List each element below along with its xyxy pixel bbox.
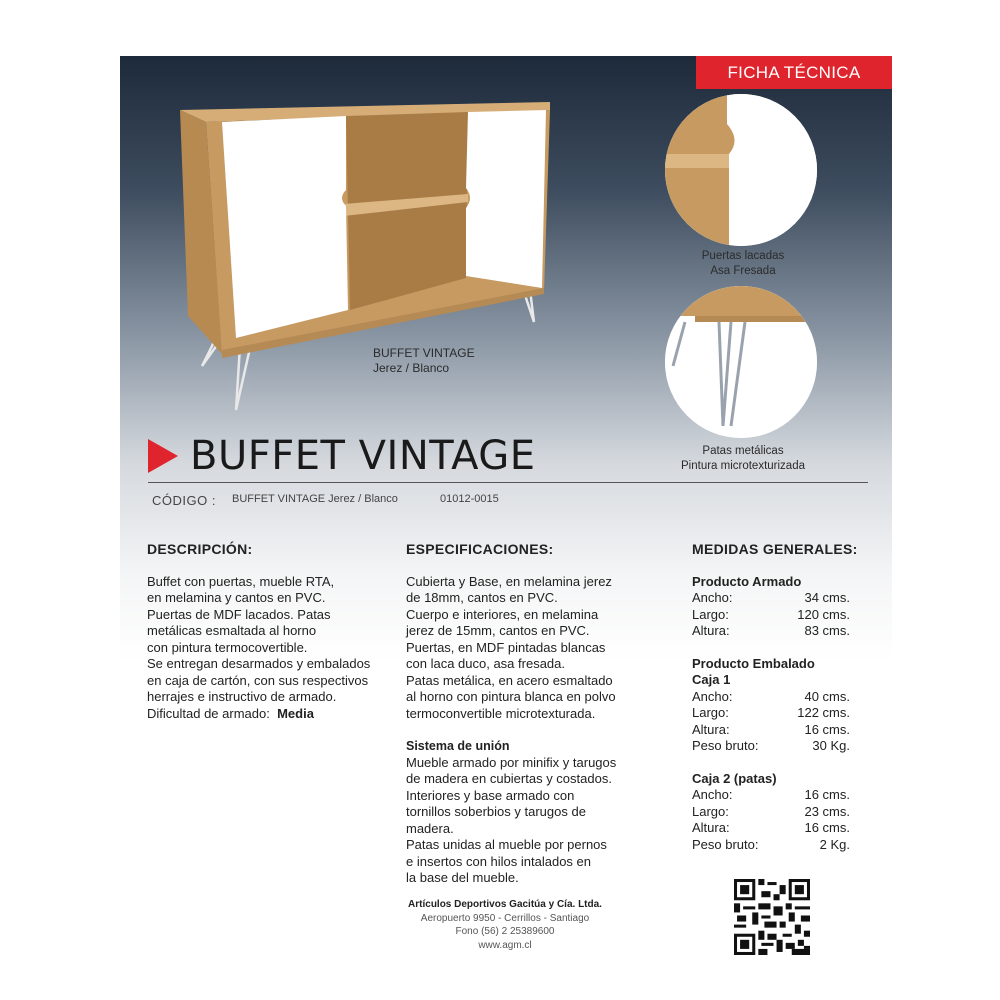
meas-label: Ancho:	[692, 590, 733, 605]
meas-label: Ancho:	[692, 688, 733, 704]
union-line: Interiores y base armado con	[406, 787, 575, 803]
spec-line: Cubierta y Base, en melamina jerez	[406, 573, 612, 589]
spec-line: termoconvertible microtexturada.	[406, 705, 596, 721]
product-title-row	[148, 433, 536, 479]
company-name: Artículos Deportivos Gacitúa y Cía. Ltda.	[408, 899, 602, 910]
dificultad-row	[147, 706, 387, 723]
meas-value: 16 cms.	[804, 820, 850, 835]
meas-value: 30 Kg.	[812, 738, 850, 753]
descripcion-line: Puertas de MDF lacados. Patas	[147, 606, 331, 622]
meas-label: Peso bruto:	[692, 738, 759, 753]
main-image-caption	[373, 346, 475, 376]
armado-table	[692, 590, 872, 640]
meas-label: Altura:	[692, 820, 730, 835]
title-triangle-icon	[148, 439, 178, 473]
caja1-table	[692, 689, 872, 755]
meas-label: Altura:	[692, 623, 730, 638]
meas-value: 23 cms.	[804, 803, 850, 819]
meas-value: 120 cms.	[797, 606, 850, 622]
caja2-title: Caja 2 (patas)	[692, 770, 777, 786]
codigo-label: CÓDIGO :	[152, 493, 216, 508]
product-title: BUFFET VINTAGE	[190, 433, 536, 479]
descripcion-line: en melamina y cantos en PVC.	[147, 590, 326, 605]
especificaciones-section	[406, 541, 656, 887]
meas-value: 16 cms.	[804, 721, 850, 737]
union-line: tornillos soberbios y tarugos de	[406, 804, 586, 819]
title-divider	[148, 482, 868, 483]
descripcion-line: metálicas esmaltada al horno	[147, 623, 317, 638]
meas-label: Largo:	[692, 606, 729, 622]
medidas-section	[692, 541, 872, 853]
company-footer	[390, 898, 620, 952]
caption-line2: Jerez / Blanco	[373, 361, 450, 375]
company-phone: Fono (56) 2 25389600	[455, 926, 555, 937]
union-line: Patas unidas al mueble por pernos	[406, 837, 607, 852]
spec-line: al horno con pintura blanca en polvo	[406, 689, 616, 704]
dificultad-value: Media	[277, 705, 314, 721]
meas-label: Largo:	[692, 803, 729, 819]
meas-value: 83 cms.	[804, 623, 850, 638]
union-line: e insertos con hilos intalados en	[406, 853, 592, 869]
caption-line1: BUFFET VINTAGE	[373, 346, 475, 360]
detail-door-line2: Asa Fresada	[710, 265, 776, 277]
codigo-number: 01012-0015	[440, 493, 499, 505]
union-line: de madera en cubiertas y costados.	[406, 771, 612, 786]
detail-legs-caption	[643, 444, 843, 474]
codigo-name: BUFFET VINTAGE Jerez / Blanco	[232, 493, 398, 505]
embalado-title: Producto Embalado	[692, 655, 815, 671]
descripcion-line: en caja de cartón, con sus respectivos	[147, 672, 369, 688]
union-line: Mueble armado por minifix y tarugos	[406, 754, 617, 770]
company-address: Aeropuerto 9950 - Cerrillos - Santiago	[420, 912, 590, 924]
union-line: la base del mueble.	[406, 870, 519, 885]
spec-line: Cuerpo e interiores, en melamina	[406, 606, 599, 622]
qr-code-icon	[734, 879, 810, 955]
descripcion-heading: DESCRIPCIÓN:	[147, 541, 253, 557]
meas-label: Largo:	[692, 705, 729, 720]
descripcion-line: Buffet con puertas, mueble RTA,	[147, 573, 335, 589]
meas-value: 40 cms.	[804, 688, 850, 704]
buffet-illustration	[178, 98, 558, 418]
descripcion-section	[147, 541, 387, 722]
union-line: madera.	[406, 820, 454, 836]
armado-title: Producto Armado	[692, 573, 802, 589]
descripcion-line: Se entregan desarmados y embalados	[147, 656, 371, 671]
detail-legs-circle	[665, 286, 817, 438]
detail-door-circle	[665, 94, 817, 246]
company-website[interactable]: www.agm.cl	[478, 939, 532, 951]
ficha-tecnica-badge: FICHA TÉCNICA	[696, 56, 892, 89]
meas-value: 122 cms.	[797, 705, 850, 720]
meas-label: Peso bruto:	[692, 836, 759, 852]
detail-legs-line1: Patas metálicas	[702, 445, 784, 457]
meas-label: Altura:	[692, 721, 730, 737]
spec-line: Patas metálica, en acero esmaltado	[406, 672, 613, 688]
union-heading: Sistema de unión	[406, 739, 510, 753]
meas-value: 34 cms.	[804, 590, 850, 605]
meas-value: 16 cms.	[804, 787, 850, 802]
spec-line: jerez de 15mm, cantos en PVC.	[406, 623, 590, 638]
spec-line: de 18mm, cantos en PVC.	[406, 590, 558, 605]
descripcion-line: herrajes e instructivo de armado.	[147, 689, 337, 704]
spec-line: con laca duco, asa fresada.	[406, 656, 565, 671]
detail-door-line1: Puertas lacadas	[701, 250, 785, 262]
detail-door-caption	[643, 249, 843, 279]
descripcion-line: con pintura termocovertible.	[147, 639, 308, 655]
dificultad-label: Dificultad de armado:	[147, 705, 270, 721]
caja1-title: Caja 1	[692, 672, 731, 687]
medidas-heading: MEDIDAS GENERALES:	[692, 541, 858, 557]
especificaciones-heading: ESPECIFICACIONES:	[406, 541, 554, 557]
spec-line: Puertas, en MDF pintadas blancas	[406, 639, 606, 655]
meas-value: 2 Kg.	[819, 836, 850, 852]
meas-label: Ancho:	[692, 787, 733, 802]
caja2-table	[692, 787, 872, 853]
detail-legs-line2: Pintura microtexturizada	[681, 460, 805, 472]
